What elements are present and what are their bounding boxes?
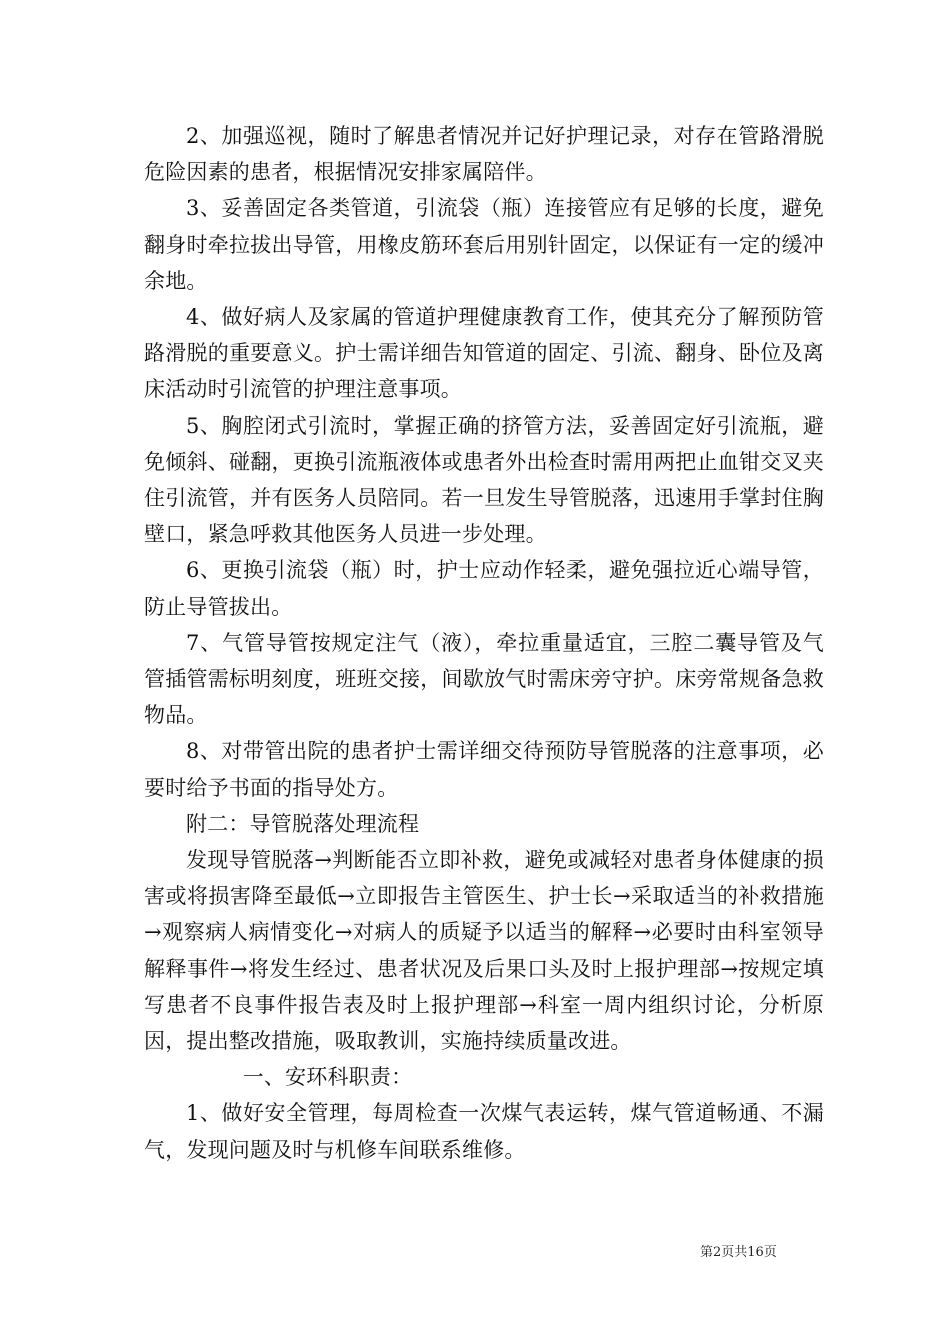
section-heading: 一、安环科职责： [242,1065,413,1090]
process-flow-text: 发现导管脱落→判断能否立即补救，避免或减轻对患者身体健康的损害或将损害降至最低→立即报告主管医生、护士长→采取适当的补救措施→观察病人病情变化→对病人的质疑予以适当的解释→必要时由科室领导解释事件→将发生经过、患者状况及后果口头及时上报护理部→按规定填写患者不良事件报告表及时上报护理部→科室一周内组织讨论，分析原因，提出整改措施，吸取教训，实施持续质量改进。 [144,848,824,1054]
duty-item-1: 1、做好安全管理，每周检查一次煤气表运转，煤气管道畅通、不漏气，发现问题及时与机修车间联系维修。 [144,1101,824,1162]
paragraph-item-5: 5、胸腔闭式引流时，掌握正确的挤管方法，妥善固定好引流瓶，避免倾斜、碰翻，更换引流瓶液体或患者外出检查时需用两把止血钳交叉夹住引流管，并有医务人员陪同。若一旦发生导管脱落，迅速用手掌封住胸壁口，紧急呼救其他医务人员进一步处理。 [144,413,824,547]
paragraph-item-4: 4、做好病人及家属的管道护理健康教育工作，使其充分了解预防管路滑脱的重要意义。护士需详细告知管道的固定、引流、翻身、卧位及离床活动时引流管的护理注意事项。 [144,305,824,402]
appendix-title: 附二：导管脱落处理流程 [186,811,420,836]
paragraph-item-7: 7、气管导管按规定注气（液），牵拉重量适宜，三腔二囊导管及气管插管需标明刻度，班班交接，间歇放气时需床旁守护。床旁常规备急救物品。 [144,630,824,728]
paragraph-item-3: 3、妥善固定各类管道，引流袋（瓶）连接管应有足够的长度，避免翻身时牵拉拔出导管，用橡皮筋环套后用别针固定，以保证有一定的缓冲余地。 [144,196,824,293]
document-body [144,118,824,1168]
paragraph-item-2: 2、加强巡视，随时了解患者情况并记好护理记录，对存在管路滑脱危险因素的患者，根据情况安排家属陪伴。 [144,124,824,185]
paragraph-item-6: 6、更换引流袋（瓶）时，护士应动作轻柔，避免强拉近心端导管，防止导管拔出。 [144,558,824,619]
page-number: 第2页共16页 [700,1245,777,1260]
paragraph-item-8: 8、对带管出院的患者护士需详细交待预防导管脱落的注意事项，必要时给予书面的指导处方。 [144,739,824,800]
